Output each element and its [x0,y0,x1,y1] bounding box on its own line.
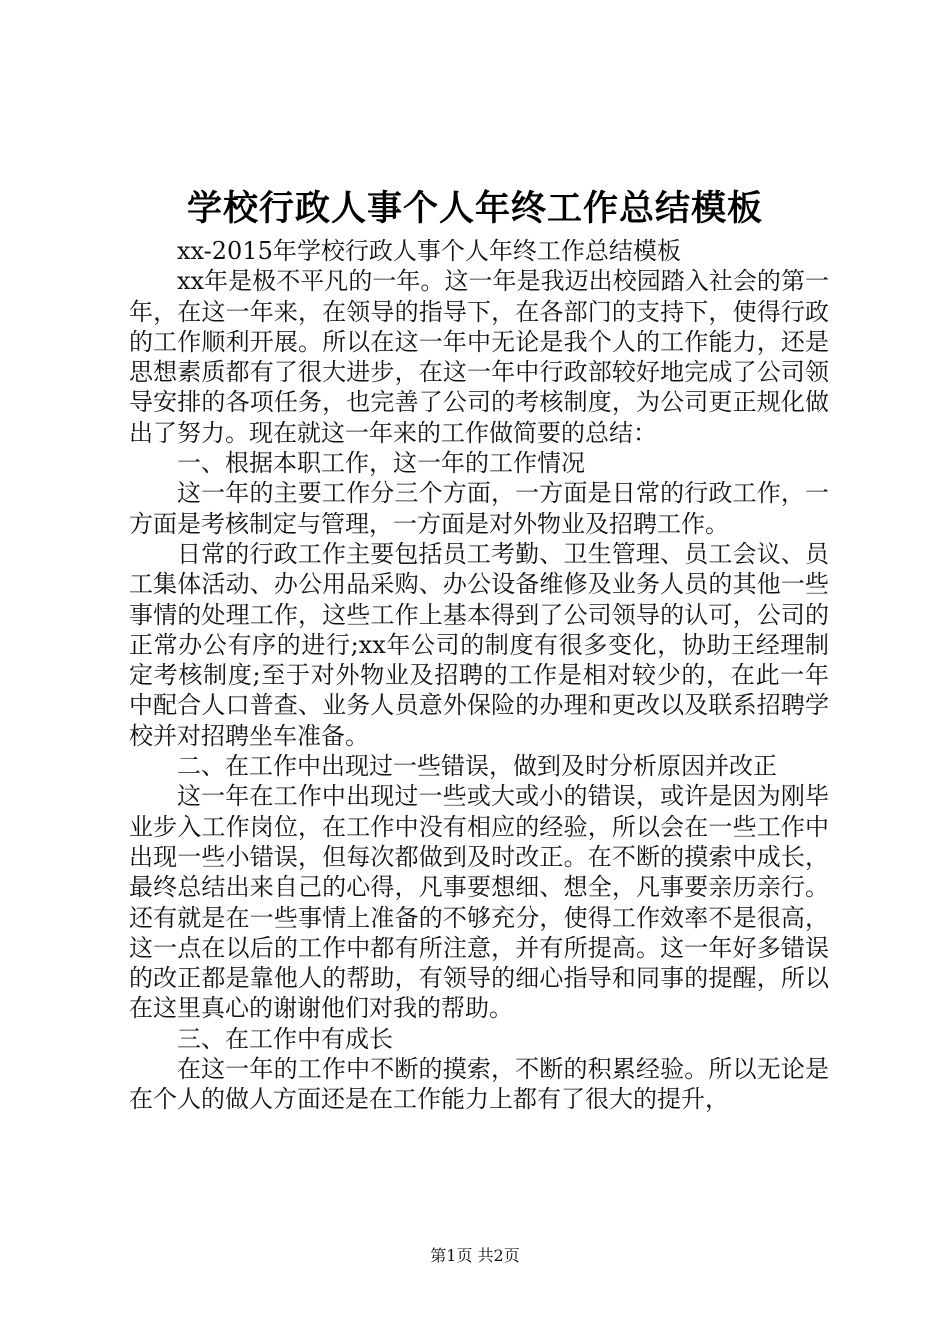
section-1-paragraph-1: 这一年的主要工作分三个方面，一方面是日常的行政工作，一方面是考核制定与管理，一方面是对外物业及招聘工作。 [129,479,829,538]
section-heading-3: 三、在工作中有成长 [177,1024,393,1053]
intro-paragraph: xx年是极不平凡的一年。这一年是我迈出校园踏入社会的第一年，在这一年来，在领导的指导下，在各部门的支持下，使得行政的工作顺利开展。所以在这一年中无论是我个人的工作能力，还是思想素质都有了很大进步，在这一年中行政部较好地完成了公司领导安排的各项任务，也完善了公司的考核制度，为公司更正规化做出了努力。现在就这一年来的工作做简要的总结： [129,267,829,447]
section-1-paragraph-2: 日常的行政工作主要包括员工考勤、卫生管理、员工会议、员工集体活动、办公用品采购、办公设备维修及业务人员的其他一些事情的处理工作，这些工作上基本得到了公司领导的认可，公司的正常办公有序的进行;xx年公司的制度有很多变化，协助王经理制定考核制度;至于对外物业及招聘的工作是相对较少的，在此一年中配合人口普查、业务人员意外保险的办理和更改以及联系招聘学校并对招聘坐车准备。 [129,539,829,750]
section-heading-2: 二、在工作中出现过一些错误，做到及时分析原因并改正 [177,752,777,781]
page-number-footer: 第1页 共2页 [430,1246,520,1265]
subtitle-paragraph: xx-2015年学校行政人事个人年终工作总结模板 [177,237,681,265]
section-3-paragraph-1: 在这一年的工作中不断的摸索，不断的积累经验。所以无论是在个人的做人方面还是在工作能力上都有了很大的提升， [129,1055,829,1114]
section-2-paragraph-1: 这一年在工作中出现过一些或大或小的错误，或许是因为刚毕业步入工作岗位，在工作中没有相应的经验，所以会在一些工作中出现一些小错误，但每次都做到及时改正。在不断的摸索中成长，最终总结出来自己的心得，凡事要想细、想全，凡事要亲历亲行。还有就是在一些事情上准备的不够充分，使得工作效率不是很高，这一点在以后的工作中都有所注意，并有所提高。这一年好多错误的改正都是靠他人的帮助，有领导的细心指导和同事的提醒，所以在这里真心的谢谢他们对我的帮助。 [129,782,829,1023]
document-title: 学校行政人事个人年终工作总结模板 [186,188,763,229]
document-body [129,236,829,1115]
section-heading-1: 一、根据本职工作，这一年的工作情况 [177,449,585,478]
